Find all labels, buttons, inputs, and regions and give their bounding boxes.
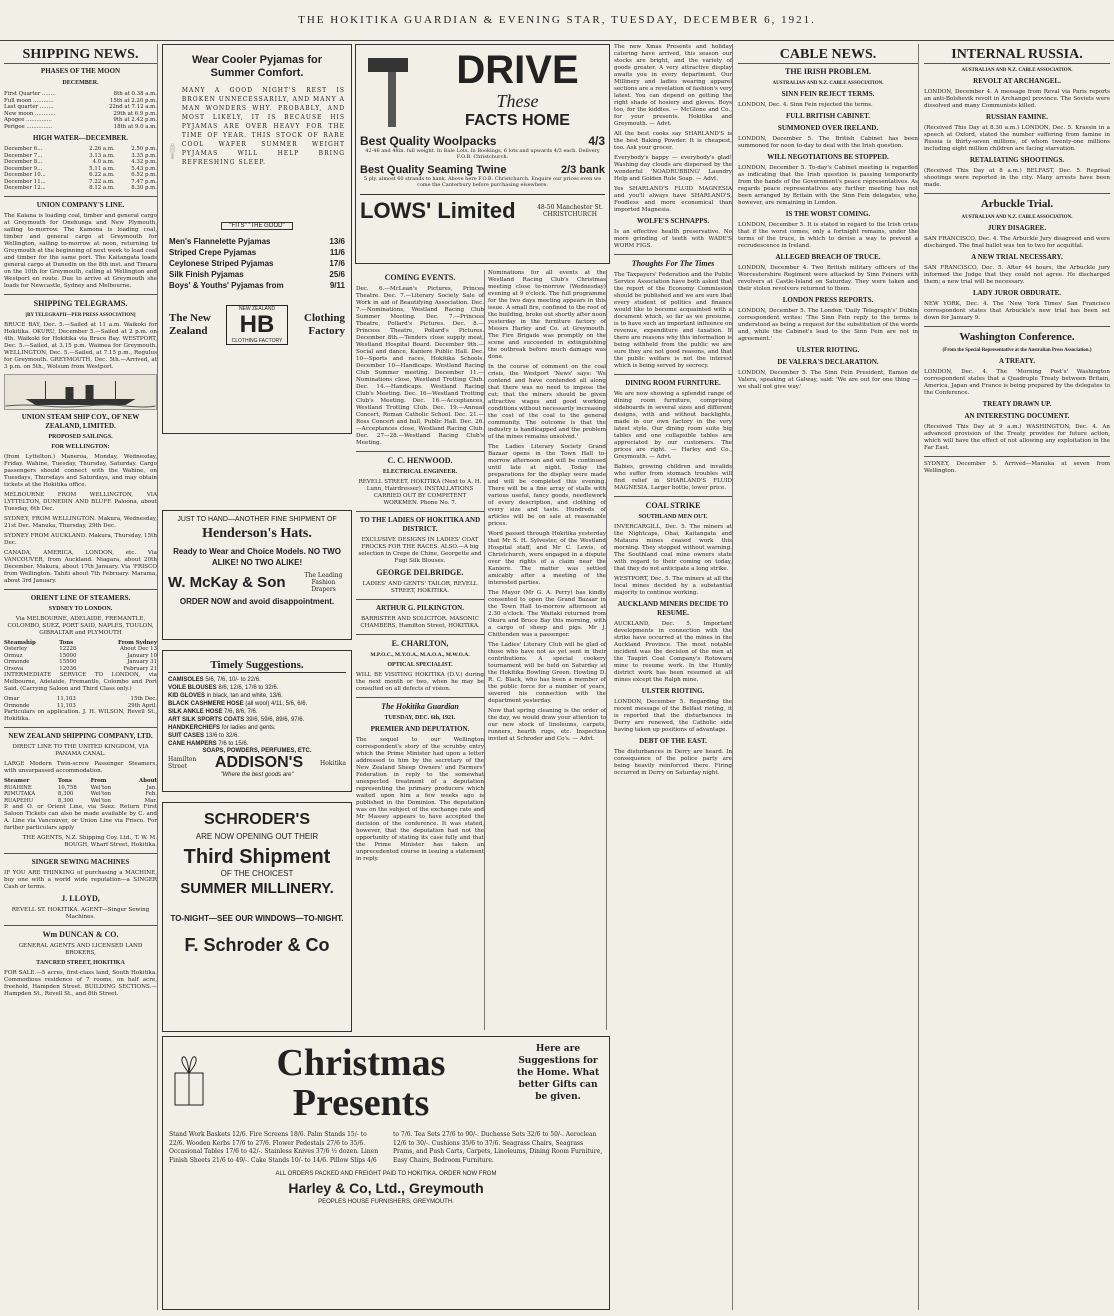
col5b-text-c: Everybody's happy — everybody's glad! Washing day clouds are dispersed by the wonderful 'NOADRUBBING' Laundry Help and Golden Rule Soap. — Advt. <box>614 155 732 182</box>
henderson-hats-ad <box>162 510 352 640</box>
events-title: COMING EVENTS. <box>384 273 456 282</box>
famine-title: RUSSIAN FAMINE. <box>985 113 1049 121</box>
orient-agent: Particulars on application. J. H. WILSON, Revell St., Hokitika. <box>4 709 157 722</box>
singer-text: IF YOU ARE THINKING of purchasing a MACHINE, buy one with a world wide reputation—a SINGER Cash or terms. <box>4 870 157 890</box>
irish-problem-sub: AUSTRALIAN AND N.Z. CABLE ASSOCIATION. <box>772 81 884 86</box>
sydney-arrival-text: SYDNEY, December 5. Arrived—Manuka at seven from Wellington. <box>924 461 1110 474</box>
lady-juror-title: LADY JUROR OBDURATE. <box>972 289 1062 297</box>
worst-coming-title: IS THE WORST COMING. <box>785 210 871 218</box>
christmas-right: Here are Suggestions for the Home. What better Gifts can be given. <box>516 1044 600 1102</box>
delbridge-name: GEORGE DELBRIDGE. <box>376 568 464 577</box>
pilkington-text: BARRISTER AND SOLICITOR. MASONIC CHAMBERS, Hamilton Street, HOKITIKA. <box>360 616 480 629</box>
pyjamas-title: Wear Cooler Pyjamas for Summer Comfort. <box>191 54 322 79</box>
coal-strike-text: INVERCARGILL, Dec. 5. The miners at the Nightcaps, Ohai, Kaitangata and Mataura mines ceased work this morning. They stopped without warning. The Southland coal mine owners state with regard to their coming on today, that they do not anticipate a long strike. <box>614 524 732 572</box>
pyjamas-badge: "FITS" "THE GOOD" <box>221 222 293 230</box>
timely-item: HANDKERCHIEFS for ladies and gents. <box>168 725 276 731</box>
orient-sub: SYDNEY TO LONDON. <box>48 605 113 612</box>
local-news-d: Word passed through Hokitika yesterday that Mr S. H. Sylvester, of the Westland Hospital staff, and Mr C. Lewis, of Christchurch, were engaged in a dispute over the rights of a claim near the Kaniere. The matter was settled amicably after a meeting of the interested parties. <box>488 531 606 586</box>
henderson-top: JUST TO HAND—ANOTHER FINE SHIPMENT OF <box>177 516 337 523</box>
timely-item: KID GLOVES in black, tan and white, 13/6. <box>168 693 283 699</box>
schroder-tonight: TO-NIGHT—SEE OUR WINDOWS—TO-NIGHT. <box>170 914 344 923</box>
uss-sydney: SYDNEY, FROM WELLINGTON. Makura, Wednesday, 21st Dec. Manuka, Thursday, 29th Dec. <box>4 515 157 529</box>
negotiations-title: WILL NEGOTIATIONS BE STOPPED. <box>767 153 889 161</box>
high-water-table: December 6... 2.26 a.m. 2.50 p.m. December 7... 3.13 a.m. 3.35 p.m. December 8... 4.0 a.m. 4.32 p.m. December 9... 5.11 a.m. 5.43 p.m. December 10... 6.22 a.m. 6.52 p.m. December 11... 7.22 a.m. 7.47 p.m. December 12... 8.12 a.m. 8.30 p.m. <box>4 146 157 191</box>
dining-title: DINING ROOM FURNITURE. <box>625 379 721 387</box>
dining-text: We are now showing a splendid range of dining room furniture, comprising sideboards in several sizes and different designs, with and without backlights, made in our own factory in the very latest style. Our dining room suite big tables and one collapsible tables are appreciated by our customers. The prices are right. — Harley and Co., Greymouth. — Advt. <box>614 391 732 460</box>
uss-title: UNION STEAM SHIP COY., OF NEW ZEALAND, LIMITED. <box>21 412 140 430</box>
henwood-text: REVELL STREET, HOKITIKA (Next to A. H. Lunn, Hairdresser). INSTALLATIONS CARRIED OUT BY COMPETENT WORKMEN. Phone No. 7. <box>358 479 482 506</box>
coal-strike-title: COAL STRIKE <box>645 501 701 510</box>
col5b-text-e: Babies, growing children and invalids who suffer from stomach troubles will find relief in SHARLAND'S FLUID MAGNESIA. Larger bottle, lower price. <box>614 464 732 491</box>
hb-left-text: The New Zealand <box>169 312 211 337</box>
sinn-fein-title: SINN FEIN REJECT TERMS. <box>781 90 875 98</box>
christmas-sub: PEOPLES HOUSE FURNISHERS, GREYMOUTH. <box>318 1199 454 1205</box>
lows-woolpacks-ad <box>355 44 610 264</box>
union-line-title: UNION COMPANY'S LINE. <box>36 200 125 209</box>
telegrams-sub: [BY TELEGRAPH—PER PRESS ASSOCIATION] <box>25 312 136 318</box>
nominations-column <box>614 44 733 1310</box>
internal-russia-title: INTERNAL RUSSIA. <box>924 47 1110 64</box>
orient-note: INTERMEDIATE SERVICE TO LONDON, via Melbourne, Adelaide, Fremantle, Colombo and Port Said. (Carrying Saloon and Third Class only.) <box>4 672 157 692</box>
wolfe-text: Is an effective health preservative. No more grinding of teeth with WADE'S WORM FIGS. <box>614 229 732 249</box>
drive-small-1: 42-46 and 48in. full weight. In Bale Lots. In Bookings, 6 lots and upwards 4/3 each. Delivery F.O.B. Christchurch. <box>365 148 600 160</box>
retaliating-title: RETALIATING SHOOTINGS. <box>969 156 1065 164</box>
internal-russia-sub: AUSTRALIAN AND N.Z. CABLE ASSOCIATION. <box>961 68 1073 73</box>
shipping-column <box>4 44 158 1310</box>
pyjamas-price-list <box>169 236 345 291</box>
press-reports-title: LONDON PRESS REPORTS. <box>782 296 874 304</box>
hammer-icon <box>360 50 430 130</box>
timely-item: CAMISOLES 5/6, 7/6, 10/- to 22/6. <box>168 677 261 683</box>
duncan-address: TANCRED STREET, HOKITIKA <box>36 960 125 966</box>
cable-news-column <box>738 44 919 1310</box>
addison-right: Hokitika <box>320 759 346 767</box>
price-row: Silk Finish Pyjamas 25/6 <box>169 270 345 279</box>
hb-logo: HB <box>239 311 275 338</box>
pilkington-name: ARTHUR G. PILKINGTON. <box>376 604 464 612</box>
addison-left: Hamilton Street <box>168 756 197 770</box>
schroder-big-1: Third Shipment <box>183 846 331 868</box>
cable-news-title: CABLE NEWS. <box>738 47 918 64</box>
breach-title: ALLEGED BREACH OF TRUCE. <box>775 253 881 261</box>
events-text: Dec. 6.—McLean's Pictures, Princes Theatre. Dec. 7.—Literary Society Sale of Work in aid of Beautifying Association. Dec. 7.—Nominations, Westland Racing Club Summer Meeting. Dec. 7.—Princess Theatre, Pollard's Pictures. Dec. 8.—Princess Theatre, Pollard's Pictures. December 8th.—Tenders close supply meat, Westland Hospital Board. December 9th.—Social and dance, Kaniere Public Hall. Dec. 10—Sports and races, Hokitika Schools. December 10—Handicaps. Westland Racing Club Summer meeting. December 11.—Nominations close, Westland Trotting Club. Dec. 14.—Handicaps. Westland Racing Club's Meeting. Dec. 16—Westland Trotting Club's Meeting. Dec. 16.—Acceptances, Westland Trotting Club. Dec. 19.—Annual Concert, Roman Catholic School. Dec. 21.—Ross Concert and ball, Public Hall. Dec. 26.—Acceptances close, Westland Racing Club. Dec. 27—28.—Westland Racing Club's Meeting. <box>356 286 484 446</box>
moon-title: PHASES OF THE MOON <box>40 67 121 75</box>
debt-east-title: DEBT OF THE EAST. <box>639 737 707 745</box>
shipping-telegrams-title: SHIPPING TELEGRAMS. <box>33 298 128 308</box>
duncan-sub: GENERAL AGENTS AND LICENSED LAND BROKERS, <box>18 943 143 956</box>
nz-shipping-text-2: LARGE Modern Twin-screw Passenger Steamers, with unsurpassed accommodation. <box>4 761 157 774</box>
coal-strike-sub: SOUTHLAND MEN OUT. <box>638 514 708 520</box>
price-row: Men's Flannelette Pyjamas 13/6 <box>169 237 345 246</box>
drive-these: These <box>496 91 539 111</box>
revolt-text: LONDON, December 4. A message from Reval via Paris reports an anti-Bolshevik revolt in Archangel province. The Soviets were dissolved and many Communists killed. <box>924 89 1110 109</box>
drive-line-2: Best Quality Seaming Twine <box>360 164 507 176</box>
moon-month: DECEMBER. <box>62 80 99 86</box>
orient-text: Via MELBOURNE, ADELAIDE, FREMANTLE, COLOMBO, SUEZ, PORT SAID, NAPLES, TOULON, GIBRALTAR and PLYMOUTH <box>7 615 154 636</box>
orient-table: Steamship Tons From Sydney Osterley 12226 About Dec 13 Ormuz 15000 January 10 Ormonde 15500 January 31 Orsova 12036 February 21 <box>4 639 157 672</box>
man-in-pyjamas-icon <box>169 86 176 216</box>
uss-sub: PROPOSED SAILINGS. <box>48 433 113 440</box>
treaty-title: A TREATY. <box>998 357 1036 365</box>
nz-shipping-table: Steamer Tons From About RUAHINE 10,758 Wel'ton Jan. RIMUTAKA 8,300 Wel'ton Feb. RUAPEHU 8,300 Wel'ton Mar. <box>4 778 157 804</box>
uss-for: FOR WELLINGTON: <box>51 443 110 450</box>
worst-coming-text: LONDON, December 5. It is stated in regard to the Irish crisis that if the worst comes, only a fortnight remains, under the terms of the truce, in which to devise a way to prevent a recrudescence in Ireland. <box>738 222 918 249</box>
ladies-title: TO THE LADIES OF HOKITIKA AND DISTRICT. <box>359 516 481 533</box>
uss-text: (from Lyttelton.) Maneroa, Monday, Wednesday, Friday. Wahine, Tuesday, Thursday, Saturday. Cargo passengers should connect with the Wahine, on Tuesdays, Thursdays and Saturdays, and may obtain tickets at the Hokitika office. <box>4 453 157 488</box>
timely-item: CANE HAMPERS 7/6 to 15/6. <box>168 741 249 747</box>
steamship-illustration <box>4 374 157 410</box>
auckland-miners-text: AUCKLAND, Dec. 5. Important developments in connection with the strike have occurred at the mines in the Auckland Province. The most notable incident was the decision of the men at the Taupiri Coal Company's Rotowaro mine to resume work. In the Huntly district work has been resumed at all mines except the Ralph mine. <box>614 621 732 683</box>
masthead-title: THE HOKITIKA GUARDIAN & EVENING STAR, TUESDAY, DECEMBER 6, 1921. <box>298 14 816 26</box>
uss-sydney-auckland: SYDNEY FROM AUCKLAND. Makura, Thursday, 15th Dec. <box>4 532 157 546</box>
nz-shipping-title: NEW ZEALAND SHIPPING COMPANY, LTD. <box>8 732 153 740</box>
charlton-name: E. CHARLTON, <box>391 639 449 648</box>
guardian-date: TUESDAY, DEC. 6th, 1921. <box>384 715 456 721</box>
price-row: Ceylonese Striped Pyjamas 17/6 <box>169 259 345 268</box>
col5b-text-d: Yes SHARLAND'S FLUID MAGNESIA and you'll always have SHARLAND'S, Foodless and more economical than imported Magnesia. <box>614 186 732 213</box>
lows-address: 48-50 Manchester St. CHRISTCHURCH <box>537 204 603 218</box>
union-line-text: The Kaiana is loading coal, timber and general cargo at Greymouth for Onehunga and New Plymouth, sailing to-morrow. The Kamona is loading coal, timber and general cargo at Greymouth for Wellington, sailing to-morrow at noon, returning to Greymouth at the beginning of next week to load coal and timber for the same port. The Kaitangata loads general cargo at Dunedin on the 8th inst. and Timaru on the 10th for Greymouth, calling at Wellington and Westport en route. Due to arrive at Greymouth she loads for Newcastle, Sydney and Melbourne. <box>4 212 157 289</box>
mckay-tagline: The Leading Fashion Drapers <box>304 572 343 593</box>
charlton-sub: M.P.O.C., M.Y.O.A., M.A.O.A., M.W.O.A. <box>370 652 470 658</box>
moon-table: First Quarter ........ 8th at 0.38 a.m. Full moon ............ 15th at 2.20 p.m. Last quarter ........ 22nd at 7.12 a.m. New moon ............ 29th at 6.9 p.m. Apogee ............... 9th at 2.42 p.m. Perigee ............... 18th at 9.0 a.m. <box>4 91 157 130</box>
auckland-miners-title: AUCKLAND MINERS DECIDE TO RESUME. <box>617 600 729 617</box>
pyjamas-text: MANY A GOOD NIGHT'S REST IS BROKEN UNNECESSARILY, AND MANY A MAN WONDERS WHY. PROBABLY, AND MOST LIKELY, IT IS BECAUSE HIS PYJAMAS ARE OVER HEAVY FOR THE TIME OF YEAR. THIS STOCK OF RARE COOL WAFER SUMMER WEIGHT PYJAMAS WILL HELP BRING REFRESHING SLEEP. <box>181 87 345 166</box>
local-news-c: The Ladies Literary Society Grand Bazaar opens in the Town Hall to-morrow afternoon and will be continued until late at night. Today the preparations for the display were made and will be completed this evening. There will be a fine array of stalls with various useful, fancy goods, needlework of every description, and clothing of every size and taste. Hundreds of articles will be on sale at reasonable prices. <box>488 444 606 527</box>
lows-brand: LOWS' Limited <box>360 198 516 223</box>
drive-small-2: 5 ply. almost 60 strands to hank. Above here F.O.B. Christchurch. Enquire our prices even we come the Canterbury before purchasing elsewhere. <box>363 176 602 188</box>
ulster-title: ULSTER RIOTING. <box>796 346 860 354</box>
treaty-text: LONDON, Dec. 4. The 'Morning Post's' Washington correspondent states that a Quadruple Treaty between Britain, America, Japan and France is being prepared by the delegates to the Conference. <box>924 369 1110 396</box>
russia-column <box>924 44 1110 1310</box>
de-valera-text: LONDON, December 5. The Sinn Fein President, Eamon de Valera, speaking at Galway, said: 'We are out for one thing — we shall not give way.' <box>738 370 918 390</box>
summoned-title: SUMMONED OVER IRELAND. <box>777 124 879 132</box>
de-valera-title: DE VALERA'S DECLARATION. <box>777 358 879 366</box>
col5b-text-a: The new Xmas Presents and holiday catering have arrived, this season our stocks are bright, and the variety of goods greater. A very attractive display awaits you in every department. Our Millinery and ladies wearing apparel sections are a revelation of fashion's very latest. You can depend on getting the right shade of hosiery and gloves. Boys too, for the kiddies. — McGlone and Co., for your presents. Hokitika and Greymouth. — Advt. <box>614 44 732 127</box>
charlton-role: OPTICAL SPECIALIST. <box>387 662 453 668</box>
washington-sub: (From the Special Representative at the Australian Press Association.) <box>942 348 1092 353</box>
drive-facts: FACTS HOME <box>465 112 570 129</box>
henderson-text: Ready to Wear and Choice Models. NO TWO ALIKE! NO TWO ALIKE! <box>173 547 341 567</box>
christmas-items: Stand Work Baskets 12/6. Fire Screens 18/6. Palm Stands 15/- to 22/6. Wooden Kerbs 17/6 to 27/6. Flower Pedestals 27/6 to 35/6. Occasional Tables 17/6 to 42/-. Stainless Knives 37/6 ½ dozen. Linen Finish Sheets 21/6 to 49/-. Cake Stands 10/- to 14/6. Pillow Slips 4/6 to 7/6. Tea Sets 27/6 to 90/-. Duchesse Sets 32/6 to 50/-. Aeroclean 12/6 to 30/-. Cushions 35/6 to 37/6. Seagrass Chairs, Seagrass Prams, and Push Carts, Carpets, Linoleums, Dining Room Furniture, Easy Chairs, Bedroom Furniture. <box>169 1131 603 1164</box>
high-water-title: HIGH WATER—DECEMBER. <box>32 134 129 142</box>
full-cabinet-title: FULL BRITISH CABINET. <box>785 112 871 120</box>
thoughts-text: The Taxpayers' Federation and the Public Service Association have both asked that the report of the Economy Commission should be published and we are sure that every student of politics and finance would like to become acquainted with a document which, so far as we presume, is to have such an important influence on revenue, expenditure and taxation. If there are reasons why this information is being withheld from the public we are sure they are not good reasons, and that the public welfare is not the interest which is being served by secrecy. <box>614 272 732 369</box>
henwood-name: C. C. HENWOOD. <box>387 456 453 465</box>
henwood-sub: ELECTRICAL ENGINEER. <box>382 469 458 475</box>
new-trial-title: A NEW TRIAL NECESSARY. <box>971 253 1063 261</box>
orient-table-2: Omar 11,103 15th Dec. Ormonde 11,103 29th April. <box>4 696 157 709</box>
timely-item: BLACK CASHMERE HOSE (all wool) 4/11, 5/6, 6/6. <box>168 701 308 707</box>
christmas-firm: Harley & Co, Ltd., Greymouth <box>288 1180 484 1196</box>
thoughts-title: Thoughts For The Times <box>631 259 715 268</box>
breach-text: LONDON, December 4. Two British military officers of the Worcestershire Regiment were attacked by Sinn Feiners with revolvers at Castle-Island on Saturday. They were taken and their stolen revolvers returned to them. <box>738 265 918 292</box>
timely-item: SUIT CASES 13/6 to 32/6. <box>168 733 240 739</box>
singer-address: REVELL ST. HOKITIKA. AGENT—Singer Sewing Machines. <box>11 907 150 920</box>
duncan-text: FOR SALE.—5 acres, first-class land, South Hokitika. Commodious residence of 7 rooms, on half acre, freehold, Hampden Street. BUILDING SECTIONS.—Hampden St., Revell St., and 8th Street. <box>4 970 157 997</box>
delbridge-text: LADIES' AND GENTS' TAILOR, REVELL STREET, HOKITIKA. <box>362 581 478 594</box>
drive-price-2: 2/3 bank <box>560 164 605 176</box>
local-news-column <box>488 270 607 1030</box>
christmas-order: ALL ORDERS PACKED AND FREIGHT PAID TO HOKITIKA. ORDER NOW FROM <box>275 1171 497 1177</box>
timely-list <box>168 676 346 748</box>
christmas-presents-ad <box>162 1036 610 1310</box>
schroder-of: OF THE CHOICEST <box>220 869 294 878</box>
new-trial-text: SAN FRANCISCO, Dec. 5. After 44 hours, the Arbuckle jury informed the Judge that they could not agree. He discharged them; a new trial will be necessary. <box>924 265 1110 285</box>
interesting-document-title: AN INTERESTING DOCUMENT. <box>964 412 1070 420</box>
irish-problem-title: THE IRISH PROBLEM. <box>784 67 871 76</box>
addison-tag: "Where the best goods are" <box>220 772 294 778</box>
uss-canada: CANADA, AMERICA, LONDON, etc. Via VANCOUVER, from Auckland. Niagara, about 20th December. Makura, about 17th January. Via 'FRISCO from Wellington. Tahiti about 7th February. Marama, about 3rd January. <box>4 549 157 584</box>
arbuckle-sub: AUSTRALIAN AND N.Z. CABLE ASSOCIATION. <box>961 215 1073 220</box>
guardian-title: The Hokitika Guardian <box>381 702 459 711</box>
local-news-e: The Mayor (Mr G. A. Perry) has kindly consented to open the Grand Bazaar in the Town Hall to-morrow afternoon at 2.30 o'clock. The Waitaki returned from Okuru and Bruce Bay this morning, with a cargo of sheep and pigs. Mr J. Chittenden was a passenger. <box>488 590 606 638</box>
charlton-text: WILL BE VISITING HOKITIKA (D.V.) during the next month or two, when he may be consulted on all defects of vision. <box>356 672 484 692</box>
sinn-fein-text: LONDON, Dec. 4. Sinn Fein rejected the terms. <box>738 102 873 108</box>
orient-title: ORIENT LINE OF STEAMERS. <box>30 593 131 602</box>
ulster-rioting-text: LONDON, December 5. Regarding the recent message of the Belfast rioting, it is reported that the disturbances in Derry are renewed, the Catholic side having taken up positions of advantage. <box>614 699 732 733</box>
hb-clothing-banner <box>169 305 345 345</box>
washington-title: Washington Conference. <box>959 331 1075 343</box>
schroder-sub: ARE NOW OPENING OUT THEIR <box>195 832 319 841</box>
shipping-news-title: SHIPPING NEWS. <box>4 47 157 64</box>
premier-text: The sequel to our Wellington correspondent's story of the scrubby entry which the Prime Minister had upon a letter addressed to him by the secretary of the New Zealand Sheep Owners' and Farmers' Federation in reply to the somewhat unexpected treatment of a deputation representing the primary producers which waited upon him a few weeks ago is published in the Dominion. The deputation was on the subject of the exchange rate and Mr Massey appears to have accepted the decision of the conference. It was stated, however, that the deputation had not the opportunity of stating its case fully and that the Prime Minister has taken an unprecedented course in issuing a statement in reply. <box>356 737 485 862</box>
pyjamas-ad <box>162 44 352 434</box>
arbuckle-title: Arbuckle Trial. <box>980 198 1054 210</box>
revolt-title: REVOLT AT ARCHANGEL. <box>973 77 1061 85</box>
nz-shipping-note: P. and O. or Orient Line, via Suez. Return First Saloon Tickets can also be made available by C. and A. Line via Vancouver, or Union Line via Frisco. For further particulars apply <box>4 804 157 831</box>
col5b-tail: The disturbances in Derry are heard. In consequence of the police party are being heavily reinforced there. Firing occurred in Derry on Saturday night. <box>614 749 732 776</box>
timely-footer: SOAPS, POWDERS, PERFUMES, ETC. <box>202 748 312 754</box>
events-column <box>356 270 485 1030</box>
wolfe-title: WOLFE'S SCHNAPPS. <box>636 217 710 225</box>
jury-title: JURY DISAGREE. <box>987 224 1047 232</box>
lady-juror-text: NEW YORK, Dec. 4. The 'New York Times' San Francisco correspondent states that Arbuckle's new trial has been set down for January 9. <box>924 301 1110 321</box>
famine-text: (Received This Day at 8.30 a.m.) LONDON, Dec. 5. Krassin in a speech at Oxford, stated the number suffering from famine in Russia is thirty-seven millions, of whom twenty-one millions including eight million children are facing starvation. <box>924 125 1110 152</box>
premier-title: PREMIER AND DEPUTATION. <box>370 725 470 733</box>
schroder-firm: F. Schroder & Co <box>184 935 330 955</box>
singer-agent-name: J. LLOYD, <box>61 894 100 903</box>
christmas-title: Christmas Presents <box>276 1042 446 1124</box>
negotiations-text: LONDON, December 5. To-day's Cabinet meeting is regarded as indicating that the Irish question is passing temporarily from the hands of the Government's peace representatives. As regards peace representatives any further meeting has not been arranged by Britain with the Sinn Fein delegates, who, however, are remaining in London. <box>738 165 918 206</box>
ulster-rioting-title: ULSTER RIOTING. <box>641 687 705 695</box>
uss-melbourne: MELBOURNE FROM WELLINGTON, VIA LYTTELTON, DUNEDIN AND BLUFF. Paloona, about Tuesday, 6th Dec. <box>4 491 157 512</box>
timely-item: ART SILK SPORTS COATS 39/6, 59/6, 89/6, 97/6. <box>168 717 305 723</box>
press-reports-text: LONDON, December 5. The London 'Daily Telegraph's' Dublin correspondent writes: 'The Sinn Fein reply to the terms is understood as being a request for the substitution of the words and, while the Cabinet's lead to the Sinn Fein are not in agreement.' <box>738 308 918 342</box>
jury-text: SAN FRANCISCO, Dec. 4. The Arbuckle Jury disagreed and were discharged. The final ballot was ten to two for acquittal. <box>924 236 1110 249</box>
mckay-name: W. McKay & Son <box>168 574 286 591</box>
treaty-drawn-title: TREATY DRAWN UP. <box>982 400 1052 408</box>
addison-name: ADDISON'S <box>214 754 304 771</box>
timely-item: VOILE BLOUSES 8/6, 12/6, 17/6 to 32/6. <box>168 685 279 691</box>
ladies-text: EXCLUSIVE DESIGNS IN LADIES' COAT FROCKS FOR THE RACES. ALSO.—A big selection in Crepe de Chine, Georgette and Fugi Silk Blouses. <box>358 537 482 564</box>
mckay-bottom: ORDER NOW and avoid disappointment. <box>179 597 335 606</box>
retaliating-text: (Received This Day at 8 a.m.) BELFAST, Dec. 5. Reprisal shootings were reported in the city. Many arrests have been made. <box>924 168 1110 188</box>
hb-logo-box: NEW ZEALAND HB CLOTHING FACTORY <box>226 305 288 345</box>
local-news-g: Now that spring cleaning is the order of the day, we would draw your attention to our new stock of linoleums, carpets, runners, hearth rugs, etc. Inspection invited at Schroder and Co's. — Advt. <box>488 708 606 742</box>
drive-headline: DRIVE <box>456 48 579 92</box>
henderson-name: Henderson's Hats. <box>202 526 312 541</box>
schroder-title: SCHRODER'S <box>203 811 311 828</box>
singer-title: SINGER SEWING MACHINES <box>31 858 130 866</box>
duncan-title: Wm DUNCAN & CO. <box>42 930 119 939</box>
timely-title: Timely Suggestions. <box>168 659 346 673</box>
timely-suggestions-ad <box>162 650 352 792</box>
westport-text: WESTPORT, Dec. 5. The miners at all the local mines decided by a substantial majority to continue working. <box>614 576 732 596</box>
local-news-b: In the course of comment on the coal crisis, the Westport 'News' says: 'We contend and have contended all along that there was no need to impose the cut; that the miners should be given attractive wages and good working conditions without necessarily increasing the cost of the coal to the general community. The outcome is that the industry is handicapped and the problem of the mines remains unsolved.' <box>488 364 606 440</box>
masthead <box>0 0 1114 41</box>
drive-line-1: Best Quality Woolpacks <box>360 134 497 148</box>
hb-right-text: Clothing Factory <box>304 312 345 337</box>
ship-icon <box>5 375 156 409</box>
telegrams-text: BRUCE BAY, Dec. 5.—Sailed at 11 a.m. Waikoki for Hokitika. OKURU, December 5.—Sailed at 2 p.m. on 4th. Waikoki for Hokitika via Bruce Bay. WESTPORT, Dec. 5.—Sailed, at 3.15 p.m. Waimea for Greymouth. WELLINGTON, Dec. 5.—Sailed, at 7.15 p.m., Regulus for Greymouth. GREYMOUTH, Dec. 5th.—Arrived, at 3 p.m. on 5th., Wolsum from Westport. <box>4 321 157 370</box>
nz-shipping-agents: THE AGENTS, N.Z. Shipping Coy. Ltd., T. W. M. BOUGH, Wharf Street, Hokitika. <box>22 835 157 848</box>
drive-price-1: 4/3 <box>588 134 605 148</box>
price-row: Boys' & Youths' Pyjamas from 9/11 <box>169 281 345 290</box>
schroder-big-2: SUMMER MILLINERY. <box>180 880 334 897</box>
price-row: Striped Crepe Pyjamas 11/6 <box>169 248 345 257</box>
local-news-a: Nominations for all events at the Westland Racing Club's Christmas meeting close to-morrow (Wednesday) evening at 9 o'clock. The full programme for the two days meeting appears in this issue. A small fire, confined to the roof of the building, broke out shortly after noon yesterday in the furniture factory of Messrs Harley and Co. at Greymouth. The Fire Brigade was promptly on the scene and succeeded in extinguishing the outbreak before much damage was done. <box>488 270 606 360</box>
summoned-text: LONDON, December 5. The British Cabinet has been summoned for noon to-day to deal with the Irish question. <box>738 136 918 149</box>
schroder-ad <box>162 802 352 1032</box>
interesting-document-text: (Received This Day at 9 a.m.) WASHINGTON, Dec. 4. An advanced provision of the Treaty provides for future action, which will have the effect of not allowing any exploitation in the Far East. <box>924 424 1110 451</box>
nz-shipping-text: DIRECT LINE TO THE UNITED KINGDOM, VIA PANAMA CANAL. <box>12 744 149 757</box>
local-news-f: The Ladies' Literary Club will be glad of those who have not as yet sent in their contributions. A special cookery tournament will be held on Saturday at the Hokitika Bowling Green. Howling D. R. C. Black, who has been a member of the public force for a number of years, severed his connection with the department yesterday. <box>488 642 606 704</box>
col5b-text-b: All the best cooks say SHARLAND'S is the best Baking Powder. It is cheapest, too. Ask your grocer. <box>614 131 732 151</box>
gift-box-icon <box>169 1043 209 1113</box>
timely-item: SILK ANKLE HOSE 7/6, 8/6, 7/6. <box>168 709 258 715</box>
